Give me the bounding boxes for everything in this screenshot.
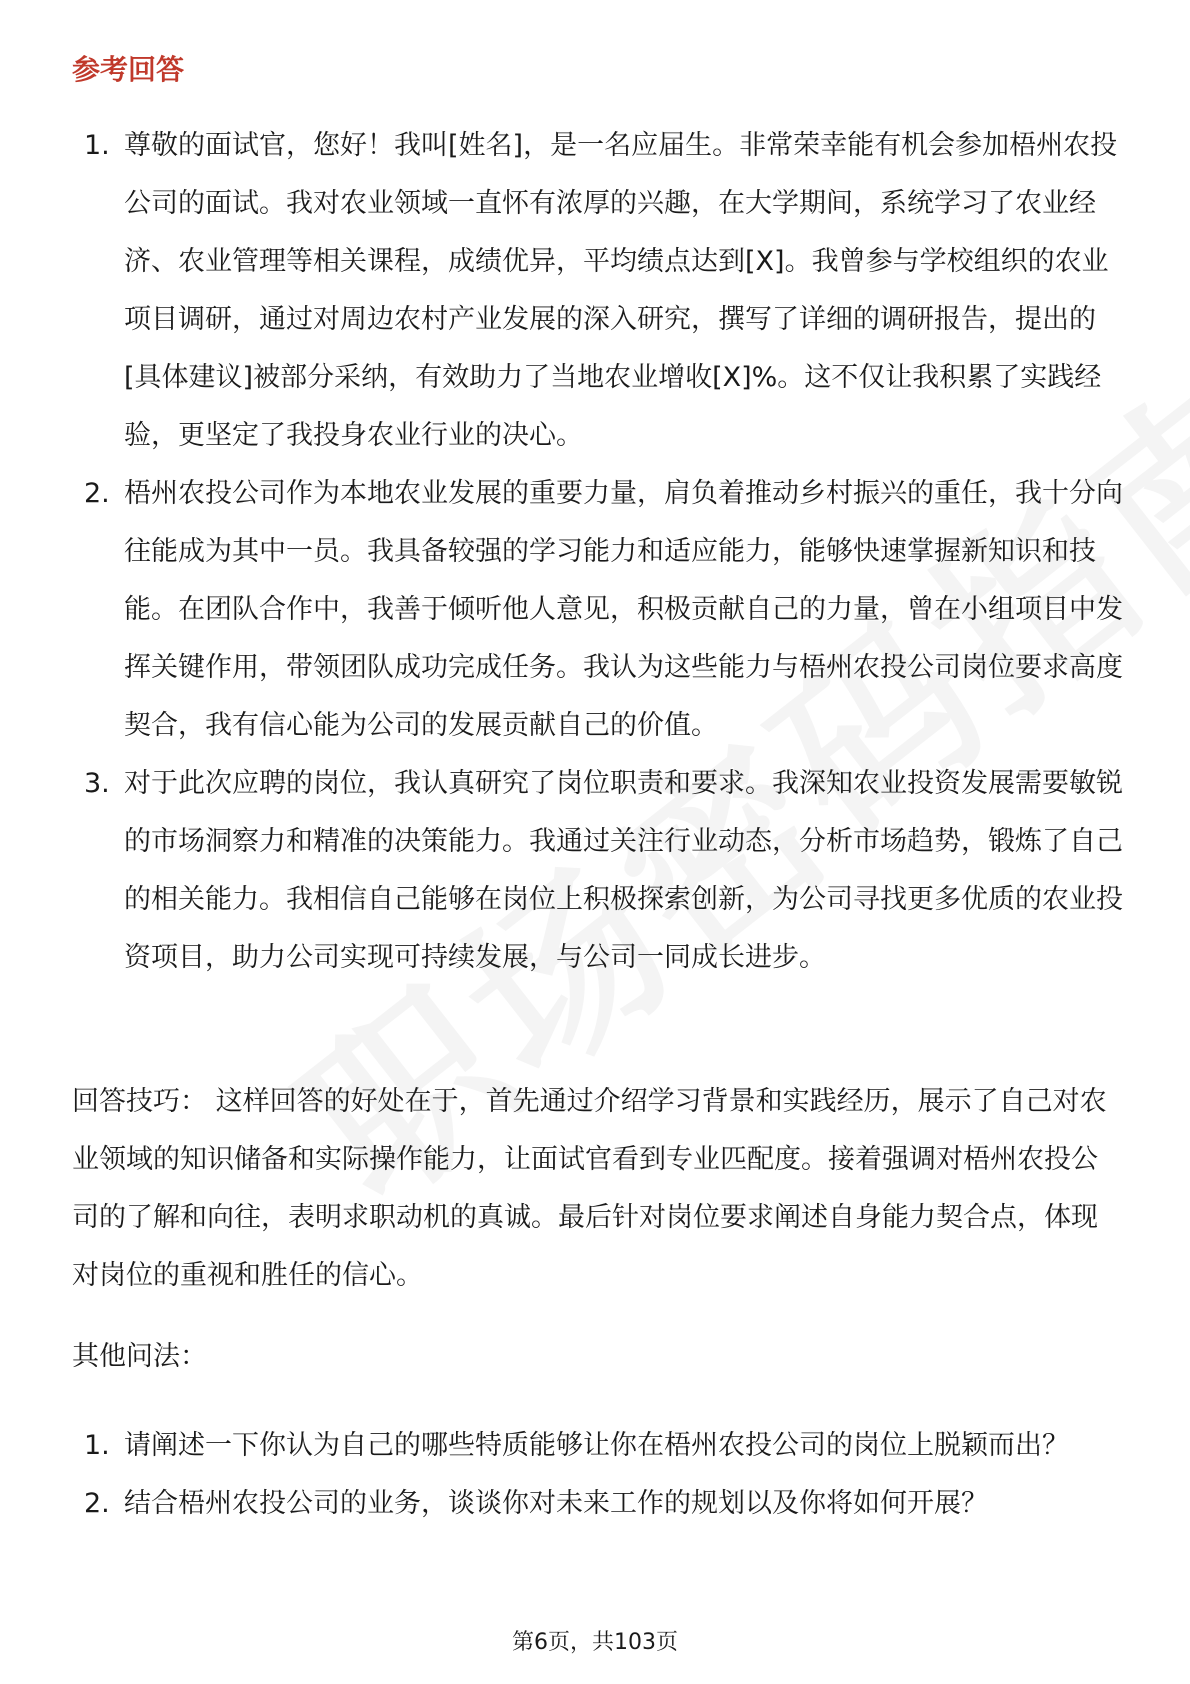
question-item	[72, 1475, 1124, 1533]
answer-text: 对于此次应聘的岗位，我认真研究了岗位职责和要求。我深知农业投资发展需要敏锐的市场洞察力和精准的决策能力。我通过关注行业动态，分析市场趋势，锻炼了自己的相关能力。我相信自己能够在岗位上积极探索创新，为公司寻找更多优质的农业投资项目，助力公司实现可持续发展，与公司一同成长进步。	[124, 768, 1123, 973]
answer-list	[72, 117, 1124, 987]
page-footer: 第6页，共103页	[512, 1630, 678, 1655]
answer-tips: 回答技巧： 这样回答的好处在于，首先通过介绍学习背景和实践经历，展示了自己对农业领域的知识储备和实际操作能力，让面试官看到专业匹配度。接着强调对梧州农投公司的了解和向往，表明求职动机的真诚。最后针对岗位要求阐述自身能力契合点，体现对岗位的重视和胜任的信心。	[72, 1086, 1107, 1291]
list-number: 3.	[84, 768, 110, 799]
list-number: 2.	[84, 1488, 110, 1519]
section-heading: 参考回答	[72, 53, 185, 86]
question-text: 结合梧州农投公司的业务，谈谈你对未来工作的规划以及你将如何开展？	[124, 1488, 988, 1519]
list-number: 1.	[84, 130, 110, 161]
answer-item	[72, 465, 1124, 755]
answer-text: 尊敬的面试官，您好！我叫[姓名]，是一名应届生。非常荣幸能有机会参加梧州农投公司的面试。我对农业领域一直怀有浓厚的兴趣，在大学期间，系统学习了农业经济、农业管理等相关课程，成绩优异，平均绩点达到[X]。我曾参与学校组织的农业项目调研，通过对周边农村产业发展的深入研究，撰写了详细的调研报告，提出的[具体建议]被部分采纳，有效助力了当地农业增收[X]%。这不仅让我积累了实践经验，更坚定了我投身农业行业的决心。	[124, 130, 1118, 451]
question-item	[72, 1417, 1124, 1475]
question-text: 请阐述一下你认为自己的哪些特质能够让你在梧州农投公司的岗位上脱颖而出？	[124, 1430, 1069, 1461]
answer-item	[72, 755, 1124, 987]
list-number: 1.	[84, 1430, 110, 1461]
answer-text: 梧州农投公司作为本地农业发展的重要力量，肩负着推动乡村振兴的重任，我十分向往能成为其中一员。我具备较强的学习能力和适应能力，能够快速掌握新知识和技能。在团队合作中，我善于倾听他人意见，积极贡献自己的力量，曾在小组项目中发挥关键作用，带领团队成功完成任务。我认为这些能力与梧州农投公司岗位要求高度契合，我有信心能为公司的发展贡献自己的价值。	[124, 478, 1123, 741]
list-number: 2.	[84, 478, 110, 509]
answer-item	[72, 117, 1124, 465]
other-questions-list	[72, 1417, 1124, 1533]
other-questions-label: 其他问法：	[72, 1341, 207, 1372]
